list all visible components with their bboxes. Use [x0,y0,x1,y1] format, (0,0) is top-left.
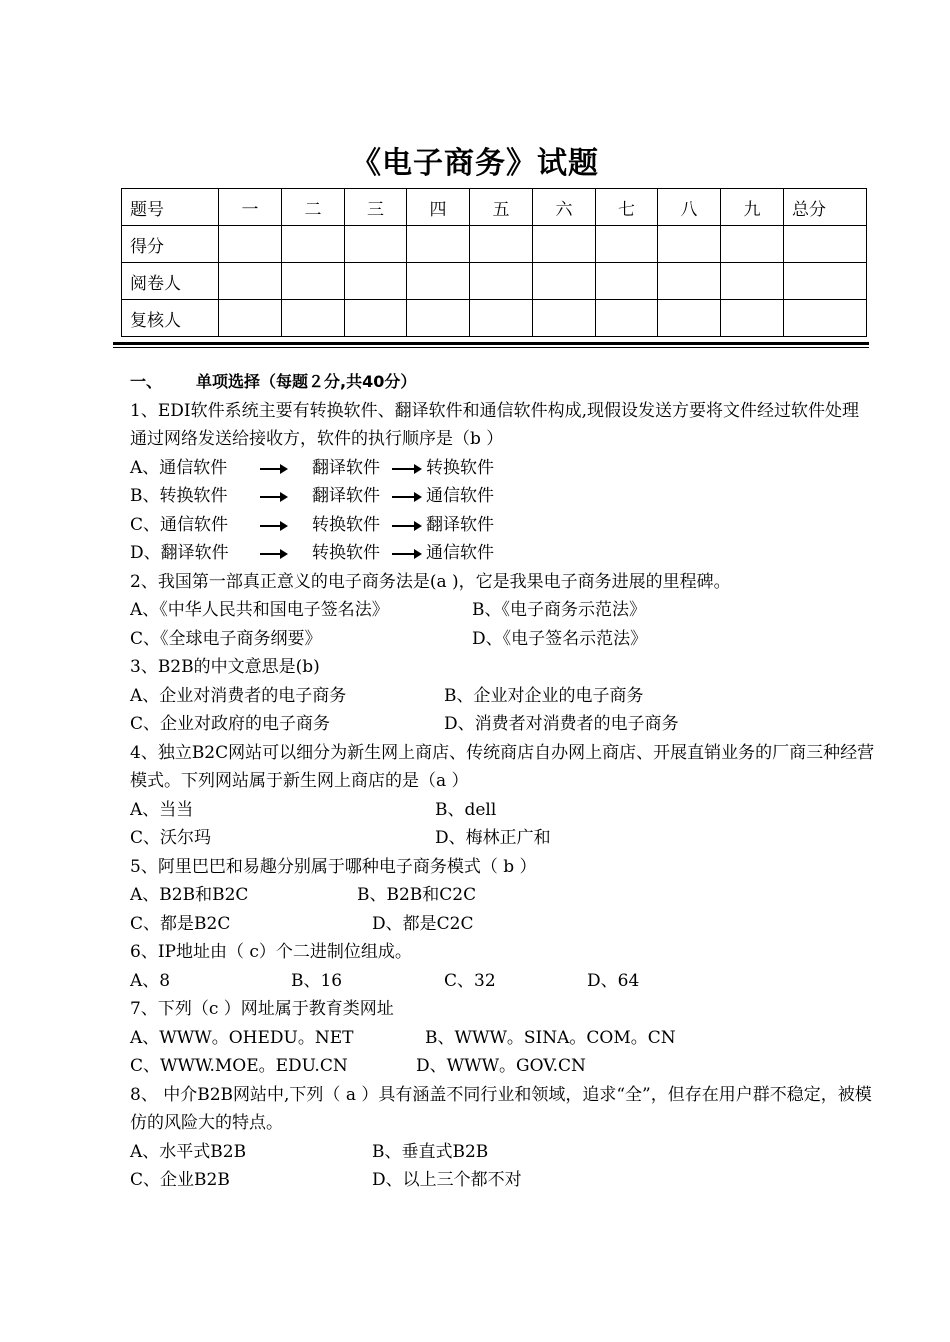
option-step-1: C、通信软件 [130,514,229,535]
score-cell [282,263,345,300]
score-cell [721,300,784,337]
question-1-text: 1、EDI软件系统主要有转换软件、翻译软件和通信软件构成,现假设发送方要将文件经过软件处理通过网络发送给接收方，软件的执行顺序是（b ） [130,400,859,449]
option-d: D、都是C2C [372,913,474,934]
score-cell [784,263,867,300]
row-label: 复核人 [122,300,219,337]
score-cell [219,226,282,263]
header-cell: 九 [721,189,784,226]
score-cell [721,263,784,300]
score-cell [658,263,721,300]
option-a: A、企业对消费者的电子商务 [130,685,347,706]
option-a: A、当当 [130,799,194,820]
option-d: D、以上三个都不对 [372,1170,522,1190]
option-step-1: A、通信软件 [130,457,228,478]
score-cell [533,300,596,337]
option-step-1: B、转换软件 [130,486,228,506]
score-cell [345,263,407,300]
question-6-options [130,967,875,996]
option-step-2: 翻译软件 [312,457,380,478]
question-2-options-cd [130,625,875,654]
question-2-options-ab [130,596,875,625]
option-d: D、《电子签名示范法》 [472,628,648,649]
option-step-1: D、翻译软件 [130,543,229,563]
score-cell [345,300,407,337]
question-5-options-cd [130,910,875,939]
score-cell [721,226,784,263]
score-cell [784,226,867,263]
score-cell [533,226,596,263]
score-cell [407,226,470,263]
question-5-text: 5、阿里巴巴和易趣分别属于哪种电子商务模式（ b ） [130,856,537,877]
header-cell: 八 [658,189,721,226]
score-cell [219,300,282,337]
score-cell [596,263,658,300]
option-b: B、16 [291,970,343,991]
score-cell [470,226,533,263]
score-cell [596,300,658,337]
score-cell [219,263,282,300]
table-header-row [122,189,867,226]
score-cell [658,300,721,337]
option-step-3: 通信软件 [426,486,494,506]
question-7-text: 7、下列（c ）网址属于教育类网址 [130,999,394,1019]
score-cell [282,300,345,337]
option-d: D、64 [587,970,640,991]
header-cell: 二 [282,189,345,226]
option-b: B、B2B和C2C [357,885,477,905]
header-cell: 一 [219,189,282,226]
section-heading [130,368,875,397]
header-cell: 四 [407,189,470,226]
arrow-icon [392,553,420,555]
option-d: D、梅林正广和 [435,828,551,848]
header-cell: 三 [345,189,407,226]
question-4-options-ab [130,796,875,825]
score-cell [345,226,407,263]
table-row [122,263,867,300]
question-8-options-cd [130,1166,875,1195]
option-step-3: 转换软件 [426,457,494,478]
score-cell [533,263,596,300]
arrow-icon [260,468,286,470]
option-c: C、都是B2C [130,913,231,934]
question-4-text: 4、独立B2C网站可以细分为新生网上商店、传统商店自办网上商店、开展直销业务的厂商三种经营模式。下列网站属于新生网上商店的是（a ） [130,742,875,791]
page-title: 《电子商务》试题 [351,146,599,181]
option-d: D、消费者对消费者的电子商务 [444,714,679,734]
arrow-icon [260,553,286,555]
divider-thick [113,342,869,345]
question-7-options-cd [130,1052,875,1081]
question-8-options-ab [130,1138,875,1167]
row-label: 阅卷人 [122,263,219,300]
question-3-options-cd [130,710,875,739]
arrow-icon [392,496,420,498]
row-label: 得分 [122,226,219,263]
question-1-option-a [130,454,875,483]
arrow-icon [260,496,286,498]
option-c: C、32 [444,970,496,991]
arrow-icon [392,525,420,527]
option-d: D、WWW。GOV.CN [416,1056,586,1076]
arrow-icon [260,525,286,527]
header-cell: 六 [533,189,596,226]
header-cell: 题号 [122,189,219,226]
question-6-text: 6、IP地址由（ c）个二进制位组成。 [130,942,412,962]
question-1-option-c [130,511,875,540]
header-cell: 五 [470,189,533,226]
section-title: 单项选择（每题２分,共40分） [196,372,417,391]
arrow-icon [392,468,420,470]
option-step-3: 通信软件 [426,543,494,563]
question-1-option-b [130,482,875,511]
option-a: A、《中华人民共和国电子签名法》 [130,600,389,620]
option-c: C、《全球电子商务纲要》 [130,628,322,649]
option-c: C、企业B2B [130,1170,230,1190]
question-3-text: 3、B2B的中文意思是(b) [130,657,320,677]
question-1-option-d [130,539,875,568]
option-c: C、沃尔玛 [130,828,212,848]
table-row [122,226,867,263]
header-cell: 七 [596,189,658,226]
option-c: C、企业对政府的电子商务 [130,714,331,734]
option-a: A、B2B和B2C [130,885,249,905]
score-cell [596,226,658,263]
header-cell: 总分 [784,189,867,226]
divider-thin [113,347,869,348]
score-cell [282,226,345,263]
option-b: B、企业对企业的电子商务 [444,685,644,706]
option-step-3: 翻译软件 [426,514,494,535]
option-step-2: 转换软件 [312,514,380,535]
option-b: B、垂直式B2B [372,1141,489,1162]
option-c: C、WWW.MOE。EDU.CN [130,1056,348,1076]
question-3-options-ab [130,682,875,711]
question-content [130,368,875,1195]
option-b: B、dell [435,799,497,820]
option-a: A、8 [130,970,171,991]
option-b: B、《电子商务示范法》 [472,600,646,620]
score-table [121,188,867,337]
score-cell [470,263,533,300]
question-4-options-cd [130,824,875,853]
option-a: A、WWW。OHEDU。NET [130,1027,354,1048]
option-a: A、水平式B2B [130,1141,247,1162]
score-cell [784,300,867,337]
question-7-options-ab [130,1024,875,1053]
option-step-2: 翻译软件 [312,486,380,506]
score-cell [407,263,470,300]
table-row [122,300,867,337]
question-2-text: 2、我国第一部真正意义的电子商务法是(a )，它是我果电子商务进展的里程碑。 [130,571,731,592]
score-cell [658,226,721,263]
option-b: B、WWW。SINA。COM。CN [425,1027,676,1048]
score-cell [470,300,533,337]
question-8-text: 8、 中介B2B网站中,下列（ a ）具有涵盖不同行业和领域，追求“全”，但存在用户群不稳定，被模仿的风险大的特点。 [130,1084,872,1133]
score-cell [407,300,470,337]
section-number: 一、 [130,372,163,391]
option-step-2: 转换软件 [312,543,380,563]
question-5-options-ab [130,881,875,910]
